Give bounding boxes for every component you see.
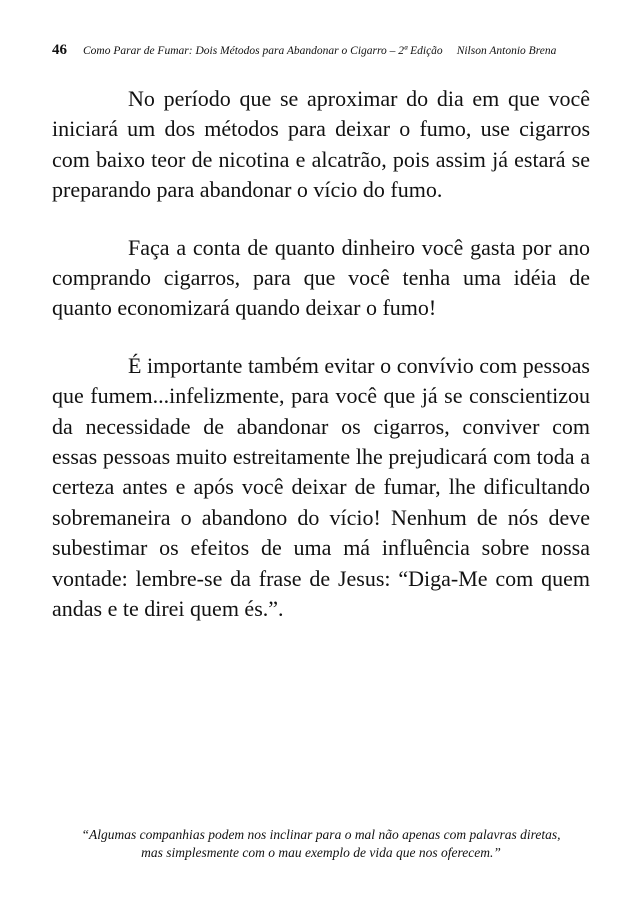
running-author: Nilson Antonio Brena [456,45,557,57]
footer-quote [52,826,590,862]
body-text [52,84,590,652]
paragraph: No período que se aproximar do dia em que você iniciará um dos métodos para deixar o fumo, use cigarros com baixo teor de nicotina e alcatrão, pois assim já estará se preparando para abandonar o vício do fumo. [52,86,590,203]
paragraph: Faça a conta de quanto dinheiro você gasta por ano comprando cigarros, para que você tenha uma idéia de quanto economizará quando deixar o fumo! [52,234,590,321]
paragraph: É importante também evitar o convívio com pessoas que fumem...infelizmente, para você que já se conscientizou da necessidade de abandonar os cigarros, conviver com essas pessoas muito estreitamente lhe prejudicará com toda a certeza antes e após você deixar de fumar, lhe dificultando sobremaneira o abandono do vício! Nenhum de nós deve subestimar os efeitos de uma má influência sobre nossa vontade: lembre-se da frase de Jesus: “Diga-Me com quem andas e te direi quem és.”. [52,352,590,622]
footer-quote-line: mas simplesmente com o mau exemplo de vida que nos oferecem.” [141,845,501,860]
running-title: Como Parar de Fumar: Dois Métodos para Abandonar o Cigarro – 2ª Edição [83,45,443,57]
page-header [52,42,598,64]
footer-quote-line: “Algumas companhias podem nos inclinar para o mal não apenas com palavras diretas, [81,827,561,842]
page-number: 46 [52,42,67,58]
